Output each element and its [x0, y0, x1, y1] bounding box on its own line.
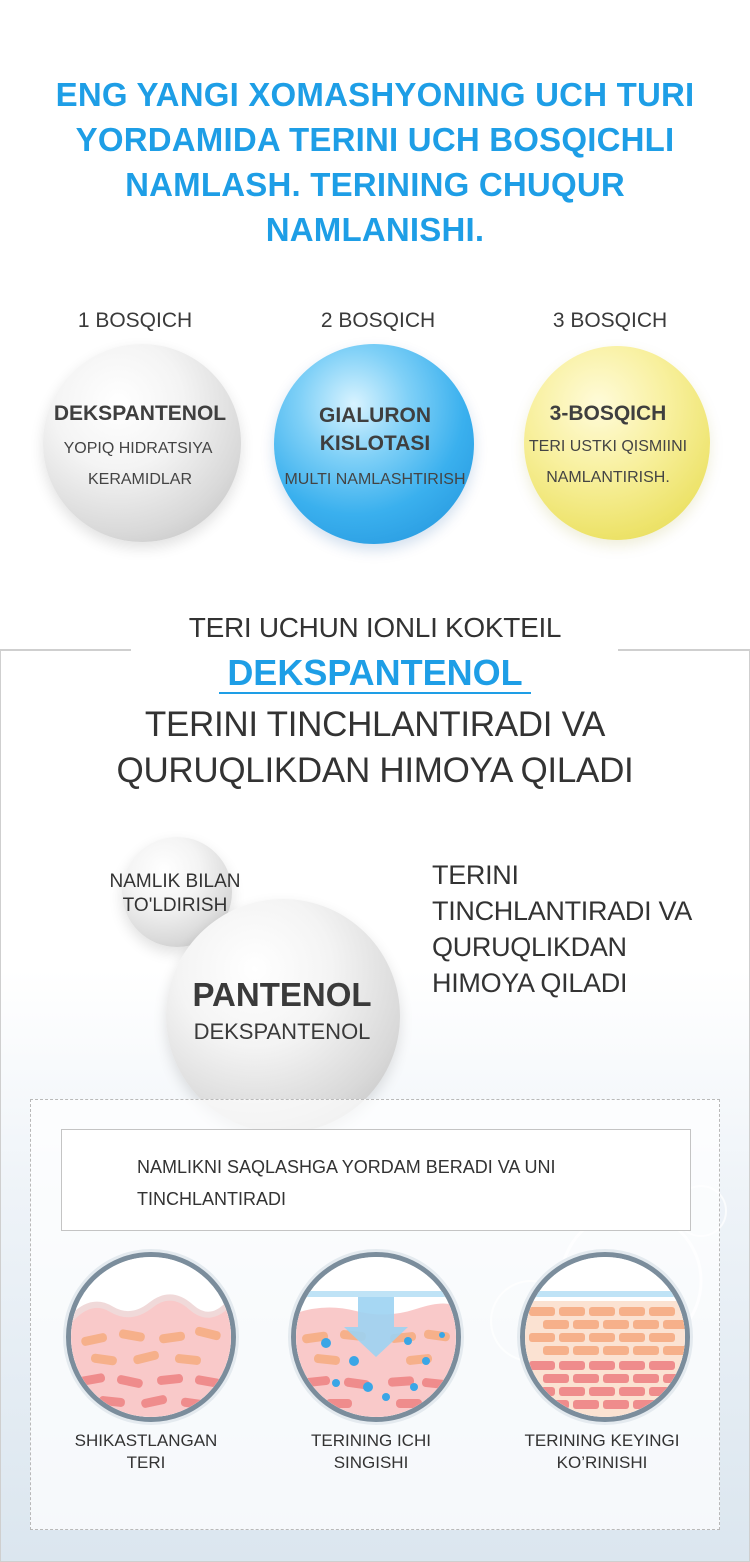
skin-state-1-line-1: SHIKASTLANGAN: [74, 1431, 218, 1450]
step-3-line-2: NAMLANTIRISH.: [546, 469, 670, 486]
benefit-line-2: TINCHLANTIRADI VA: [432, 896, 692, 926]
page-headline: ENG YANGI XOMASHYONING UCH TURI YORDAMIDA TERINI UCH BOSQICHLI NAMLASH. TERINING CHUQUR NAMLANISHI.: [55, 76, 695, 248]
section-headline-line-1: TERINI TINCHLANTIRADI VA: [144, 705, 606, 744]
benefit-line-4: HIMOYA QILADI: [432, 968, 628, 998]
step-3-line-1: TERI USTKI QISMIINI: [528, 438, 688, 455]
message-line-1: NAMLIKNI SAQLASHGA YORDAM BERADI VA UNI: [137, 1157, 556, 1177]
pantenol-sphere: [166, 899, 400, 1133]
step-2-title-1: GIALURON: [319, 404, 431, 427]
benefit-text: [432, 857, 742, 1001]
step-1-title: DEKSPANTENOL: [53, 402, 227, 425]
message-line-2: TINCHLANTIRADI: [137, 1189, 287, 1209]
small-sphere-line-1: NAMLIK BILAN: [109, 871, 241, 892]
message-text: [137, 1151, 657, 1215]
section-highlight-text: DEKSPANTENOL: [219, 654, 530, 694]
step-3-label: 3 BOSQICH: [552, 309, 668, 332]
small-sphere-line-2: TO'LDIRISH: [122, 895, 228, 916]
absorption-skin-illustration: [291, 1252, 461, 1422]
section-headline-line-2: QURUQLIKDAN HIMOYA QILADI: [116, 751, 634, 790]
skin-state-label-1: [46, 1430, 246, 1474]
pantenol-title: PANTENOL: [192, 976, 372, 1013]
skin-state-label-3: [502, 1430, 702, 1474]
skin-state-2-line-1: TERINING ICHI: [311, 1431, 431, 1450]
step-1-label: 1 BOSQICH: [77, 309, 193, 332]
pantenol-subtitle: DEKSPANTENOL: [193, 1019, 371, 1044]
damaged-skin-illustration: [66, 1252, 236, 1422]
step-1-line-2: KERAMIDLAR: [87, 471, 193, 488]
step-2-label: 2 BOSQICH: [320, 309, 436, 332]
section-highlight: [0, 654, 750, 694]
skin-state-2-line-2: SINGISHI: [333, 1453, 409, 1472]
step-3-title: 3-BOSQICH: [549, 402, 667, 425]
skin-state-3-line-1: TERINING KEYINGI: [524, 1431, 680, 1450]
skin-state-label-2: [271, 1430, 471, 1474]
benefit-line-3: QURUQLIKDAN: [432, 932, 627, 962]
section-subtitle: TERI UCHUN IONLI KOKTEIL: [188, 612, 562, 643]
step-1-line-1: YOPIQ HIDRATSIYA: [63, 440, 213, 457]
benefit-line-1: TERINI: [432, 860, 519, 890]
skin-state-3-line-2: KO’RINISHI: [556, 1453, 648, 1472]
step-2-title-2: KISLOTASI: [319, 432, 431, 455]
section-headline: [40, 702, 710, 794]
step-2-line-1: MULTI NAMLASHTIRISH: [284, 471, 466, 488]
restored-skin-illustration: [520, 1252, 690, 1422]
small-sphere-text: [75, 870, 275, 918]
skin-state-1-line-2: TERI: [126, 1453, 166, 1472]
